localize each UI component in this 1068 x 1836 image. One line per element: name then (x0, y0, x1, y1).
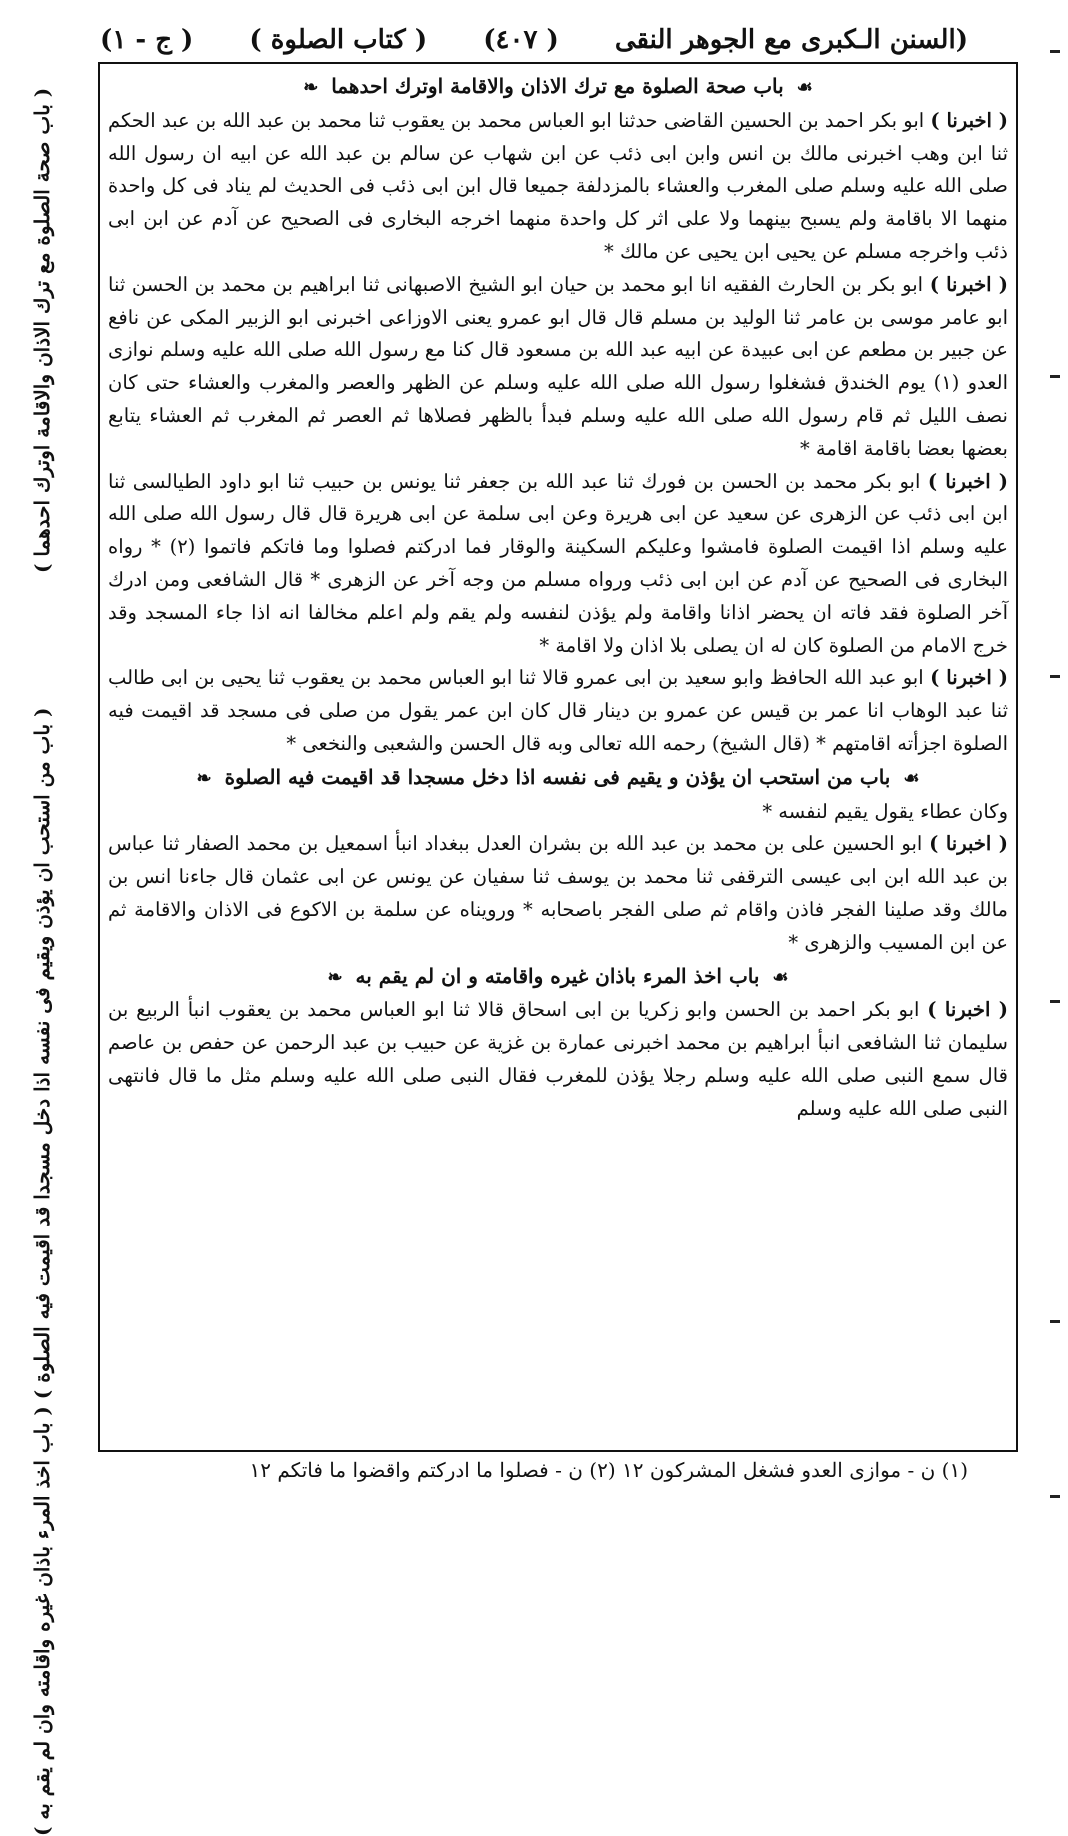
lead-word: ( اخبرنا ) (927, 998, 1009, 1022)
ornament-icon: ☙ (903, 767, 920, 789)
paragraph-text: ابو بكر احمد بن الحسن وابو زكريا بن ابى اسحاق قالا ثنا ابو العباس محمد بن يعقوب انبأ الربيع بن سليمان ثنا الشافعى انبأ ابراهيم بن محمد اخبرنى عمارة بن غزية عن حبيب بن عبد الرحمن عن حفص بن عاصم قال سمع النبى صلى الله عليه وسلم رجلا يؤذن للمغرب فقال النبى صلى الله عليه وسلم مثل ما قال فانتهى النبى صلى الله عليه وسلم (108, 998, 1008, 1120)
chapter-title: باب اخذ المرء باذان غيره واقامته و ان لم يقم به (355, 963, 760, 988)
ornament-icon: ❧ (327, 966, 343, 988)
lead-word: ( اخبرنا ) (927, 469, 1008, 493)
footnotes: (١) ن - موازى العدو فشغل المشركون ١٢ (٢) ن - فصلوا ما ادركتم واقضوا ما فاتكم ١٢ (249, 1458, 968, 1482)
hadith-paragraph (108, 105, 1008, 269)
margin-mark (1050, 1495, 1060, 1498)
lead-word: ( اخبرنا ) (930, 666, 1008, 690)
chapter-title: باب صحة الصلوة مع ترك الاذان والاقامة اوترك احدهما (331, 74, 784, 98)
text-frame (98, 62, 1018, 1452)
chapter-heading (108, 960, 1008, 995)
paragraph-text: ابو الحسين على بن محمد بن عبد الله بن بشران العدل ببغداد انبأ اسمعيل بن محمد الصفار ثنا عباس بن عبد الله ابن ابى عيسى الترقفى ثنا محمد بن يوسف ثنا سفيان عن يونس عن ابى عثمان قال جاءنا انس بن مالك وقد صلينا الفجر فاذن واقام ثم صلى الفجر باصحابه * ورويناه عن سلمة بن الاكوع فى الاذان والاقامة ثم عن ابن المسيب والزهرى * (108, 832, 1008, 954)
lead-word: ( اخبرنا ) (929, 832, 1008, 856)
paragraph-text: ابو بكر احمد بن الحسين القاضى حدثنا ابو العباس محمد بن يعقوب ثنا محمد بن عبد الله بن عبد الحكم ثنا ابن وهب اخبرنى مالك بن انس وابن ابى ذئب عن ابن شهاب عن سالم بن عبد الله عن ابيه ان رسول الله صلى الله عليه وسلم صلى المغرب والعشاء بالمزدلفة جميعا قال ابن ابى ذئب فى الحديث لم يناد فى كل واحدة منهما الا باقامة ولم يسبح بينهما ولا على اثر كل واحدة منهما اخرجه البخارى فى الصحيح عن آدم عن ابن ابى ذئب واخرجه مسلم عن يحيى ابن يحيى عن مالك * (108, 108, 1008, 263)
section-title: ( كتاب الصلوة ) (249, 25, 428, 55)
text-body (108, 70, 1008, 1444)
margin-mark (1050, 1320, 1060, 1323)
page-number: ( ٤٠٧) (483, 25, 559, 55)
paragraph-text: ابو بكر محمد بن الحسن بن فورك ثنا عبد الله بن جعفر ثنا يونس بن حبيب ثنا ابو داود الطيالسى ثنا ابن ابى ذئب عن الزهرى عن سعيد عن ابى هريرة وعن ابى سلمة عن ابى هريرة قال قال رسول الله صلى الله عليه وسلم اذا اقيمت الصلوة فامشوا وعليكم السكينة والوقار فما ادركتم فصلوا وما فاتكم فاتموا (٢) * رواه البخارى فى الصحيح عن آدم عن ابن ابى ذئب ورواه مسلم من وجه آخر عن الزهرى * قال الشافعى ومن ادرك آخر الصلوة فقد فاته ان يحضر اذانا واقامة ولم يؤذن لنفسه ولم يقم ولم اعلم مخالفا انه اذا جاء المسجد وقد خرج الامام من الصلوة كان له ان يصلى بلا اذان ولا اقامة * (108, 469, 1008, 657)
ornament-icon: ☙ (772, 966, 789, 988)
volume-label: ( ج - ١) (100, 25, 194, 55)
hadith-paragraph (108, 828, 1008, 959)
lead-word: ( اخبرنا ) (929, 272, 1009, 296)
side-note-top: ( باب صحة الصلوة مع ترك الاذان والاقامة اوترك احدهما ) (30, 87, 54, 573)
chapter-title: باب من استحب ان يؤذن و يقيم فى نفسه اذا دخل مسجدا قد اقيمت فيه الصلوة (224, 764, 891, 789)
chapter-heading (108, 761, 1008, 796)
margin-mark (1050, 1000, 1060, 1003)
margin-mark (1050, 675, 1060, 678)
hadith-paragraph (108, 662, 1008, 760)
ornament-icon: ❧ (196, 767, 212, 789)
hadith-paragraph (108, 994, 1008, 1125)
running-header (100, 18, 968, 62)
margin-mark (1050, 50, 1060, 53)
lead-word: ( اخبرنا ) (930, 108, 1009, 132)
ornament-icon: ❧ (303, 77, 319, 98)
hadith-paragraph (108, 269, 1008, 466)
chapter-heading (108, 70, 1008, 105)
margin-mark (1050, 375, 1060, 378)
paragraph-text: ابو بكر بن الحارث الفقيه انا ابو محمد بن حيان ابو الشيخ الاصبهانى ثنا ابراهيم بن محمد بن الحسن ثنا ابو عامر موسى بن عامر ثنا الوليد بن مسلم قال قال ابو عمرو يعنى الاوزاعى اخبرنى ابو الزبير المكى عن نافع عن جبير بن مطعم عن ابى عبيدة عن ابيه عبد الله بن مسعود قال كنا مع رسول الله صلى الله عليه وسلم نوازى العدو (١) يوم الخندق فشغلوا رسول الله صلى الله عليه وسلم عن الظهر والعصر والمغرب والعشاء حتى كان نصف الليل ثم قام رسول الله صلى الله عليه وسلم فبدأ بالظهر فصلاها ثم العصر ثم المغرب ثم العشاء يتابع بعضها بعضا باقامة اقامة * (108, 272, 1008, 460)
book-title: (السنن الـكبرى مع الجوهر النقى (614, 25, 968, 55)
paragraph-text: ابو عبد الله الحافظ وابو سعيد بن ابى عمرو قالا ثنا ابو العباس محمد بن يعقوب ثنا يحيى بن ابى طالب ثنا عبد الوهاب انا عمر بن قيس عن عمرو بن دينار قال كان ابن عمر يقول من صلى فى مسجد قد اقيمت فيه الصلوة اجزأته اقامتهم * (قال الشيخ) رحمه الله تعالى وبه قال الحسن والشعبى والنخعى * (108, 666, 1008, 755)
ornament-icon: ☙ (796, 77, 813, 98)
note-line: وكان عطاء يقول يقيم لنفسه * (762, 799, 1008, 823)
hadith-paragraph (108, 466, 1008, 663)
side-note-bottom: ( باب من استحب ان يؤذن ويقيم فى نفسه اذا دخل مسجدا قد اقيمت فيه الصلوة ) ( باب اخذ المرء باذان غيره واقامته وان لم يقم به ) (30, 708, 54, 1836)
